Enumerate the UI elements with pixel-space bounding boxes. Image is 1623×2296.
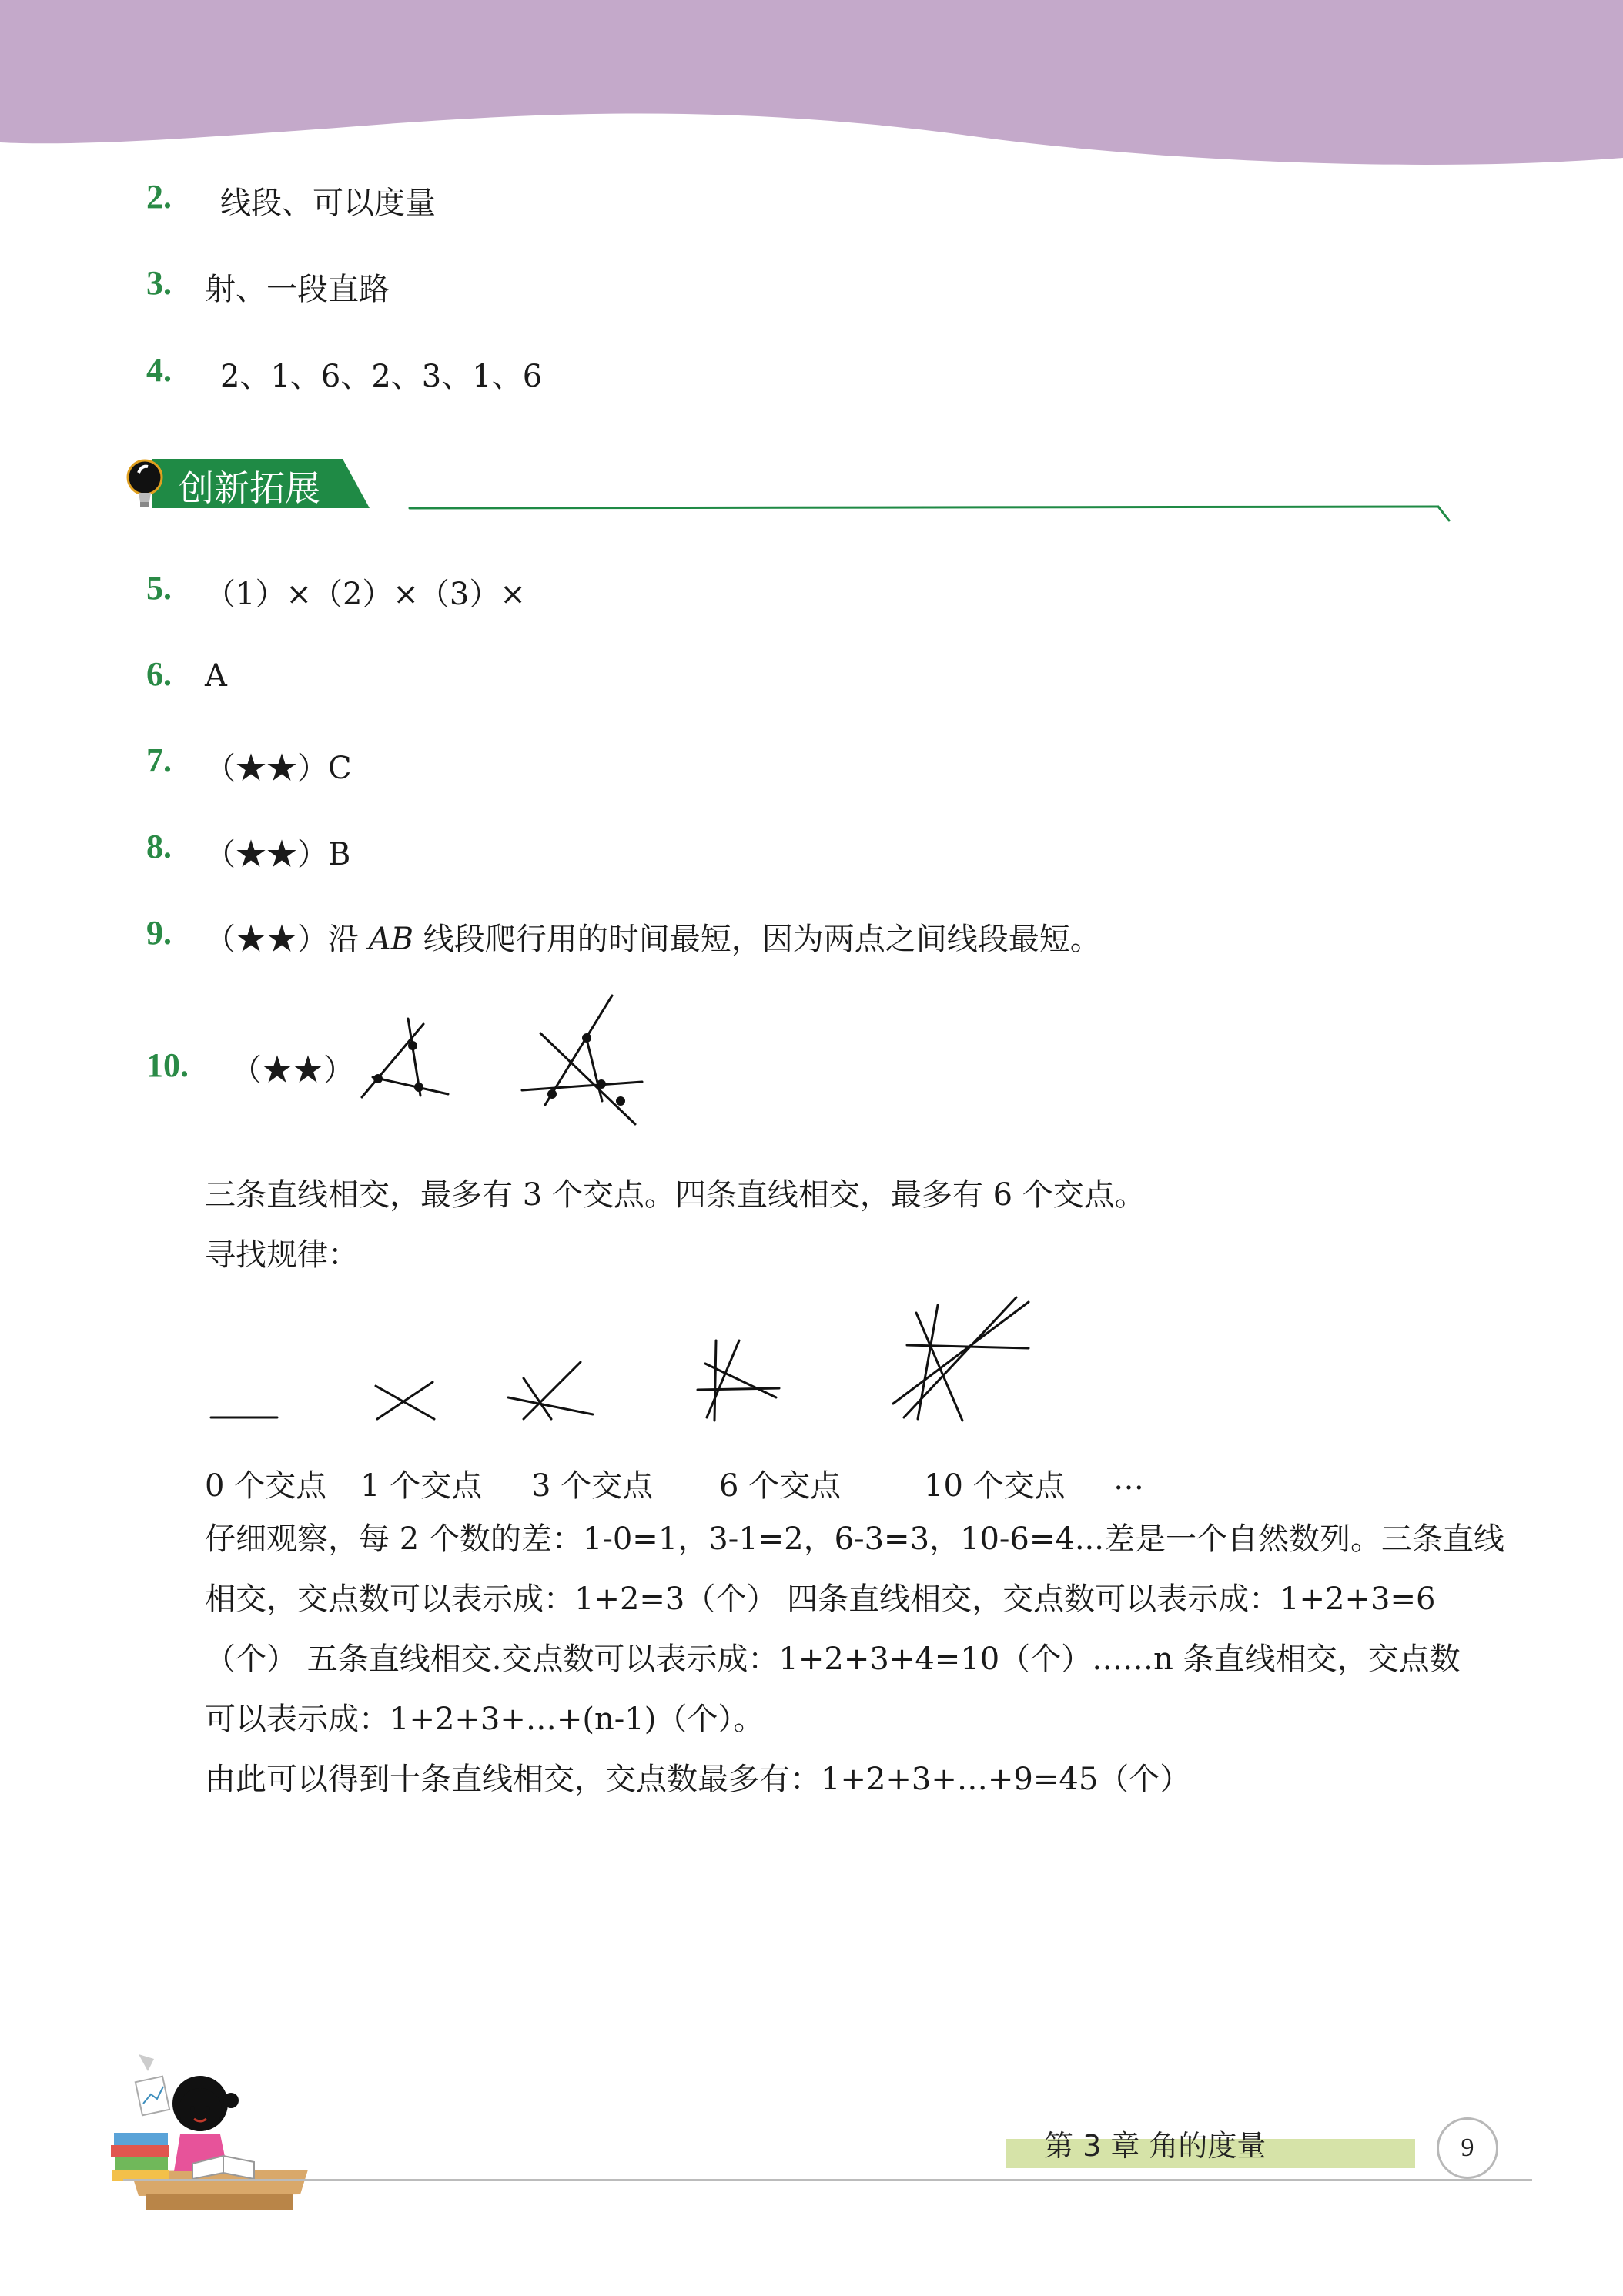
summary-line: 三条直线相交，最多有 3 个交点。四条直线相交，最多有 6 个交点。 <box>205 1177 1146 1213</box>
figure-four-lines <box>698 1340 779 1421</box>
item9-suffix: 线段爬行用的时间最短，因为两点之间线段最短。 <box>413 922 1101 957</box>
item-answer <box>205 915 1101 959</box>
figure-three-lines <box>508 1362 593 1419</box>
item-number: 2. <box>146 178 172 216</box>
section-divider <box>408 500 1455 525</box>
item-number: 8. <box>146 828 172 865</box>
pattern-label-0: 0 个交点 <box>205 1468 327 1504</box>
header-wave <box>0 0 1623 177</box>
item-number: 5. <box>146 569 172 607</box>
item-stars: （★★） <box>231 1053 354 1088</box>
segment-ab-label: AB <box>368 922 413 957</box>
item-number: 9. <box>146 914 172 952</box>
three-lines-figure <box>354 1012 470 1113</box>
explanation-line: （个） 五条直线相交.交点数可以表示成：1+2+3+4=10（个）……n 条直线相交，交点数 <box>205 1642 1461 1677</box>
item-answer: （★★）B <box>205 837 351 872</box>
pattern-label-ellipsis: … <box>1113 1461 1144 1497</box>
explanation-line: 可以表示成：1+2+3+…+(n-1)（个）。 <box>205 1702 765 1737</box>
item-number: 10. <box>146 1046 189 1084</box>
pattern-title: 寻找规律： <box>205 1237 359 1273</box>
item-answer: （1）×（2）×（3）× <box>205 577 526 612</box>
item-number: 4. <box>146 351 172 389</box>
pattern-label-1: 1 个交点 <box>360 1468 483 1504</box>
figure-five-lines <box>893 1297 1029 1421</box>
explanation-paragraph <box>205 1509 1504 1809</box>
lightbulb-icon <box>122 454 168 516</box>
item-answer: （★★）C <box>205 751 352 786</box>
pattern-label-10: 10 个交点 <box>924 1468 1066 1504</box>
item-number: 3. <box>146 264 172 302</box>
item-answer: 射、一段直路 <box>205 272 390 307</box>
page-number: 9 <box>1437 2117 1498 2179</box>
item-number: 7. <box>146 741 172 779</box>
footer-rule <box>123 2179 1532 2181</box>
section-title: 创新拓展 <box>179 467 320 509</box>
item-answer: A <box>205 658 227 694</box>
explanation-line: 仔细观察，每 2 个数的差：1-0=1，3-1=2，6-3=3，10-6=4...差是一个自然数列。三条直线 <box>205 1521 1504 1557</box>
chapter-title: 第 3 章 角的度量 <box>1044 2129 1267 2163</box>
item-answer: 2、1、6、2、3、1、6 <box>220 359 543 394</box>
four-lines-figure <box>516 993 654 1132</box>
pattern-label-3: 3 个交点 <box>531 1468 654 1504</box>
conclusion-line: 由此可以得到十条直线相交，交点数最多有：1+2+3+…+9=45（个） <box>205 1762 1191 1797</box>
pattern-figures <box>200 1282 1047 1436</box>
explanation-line: 相交，交点数可以表示成：1+2=3（个） 四条直线相交，交点数可以表示成：1+2+3=6 <box>205 1581 1436 1617</box>
pattern-label-6: 6 个交点 <box>719 1468 842 1504</box>
item-number: 6. <box>146 655 172 693</box>
figure-two-lines <box>376 1382 434 1419</box>
item-answer: 线段、可以度量 <box>220 186 436 221</box>
item9-prefix: （★★）沿 <box>205 922 369 957</box>
girl-reading-books-icon <box>108 2048 323 2217</box>
